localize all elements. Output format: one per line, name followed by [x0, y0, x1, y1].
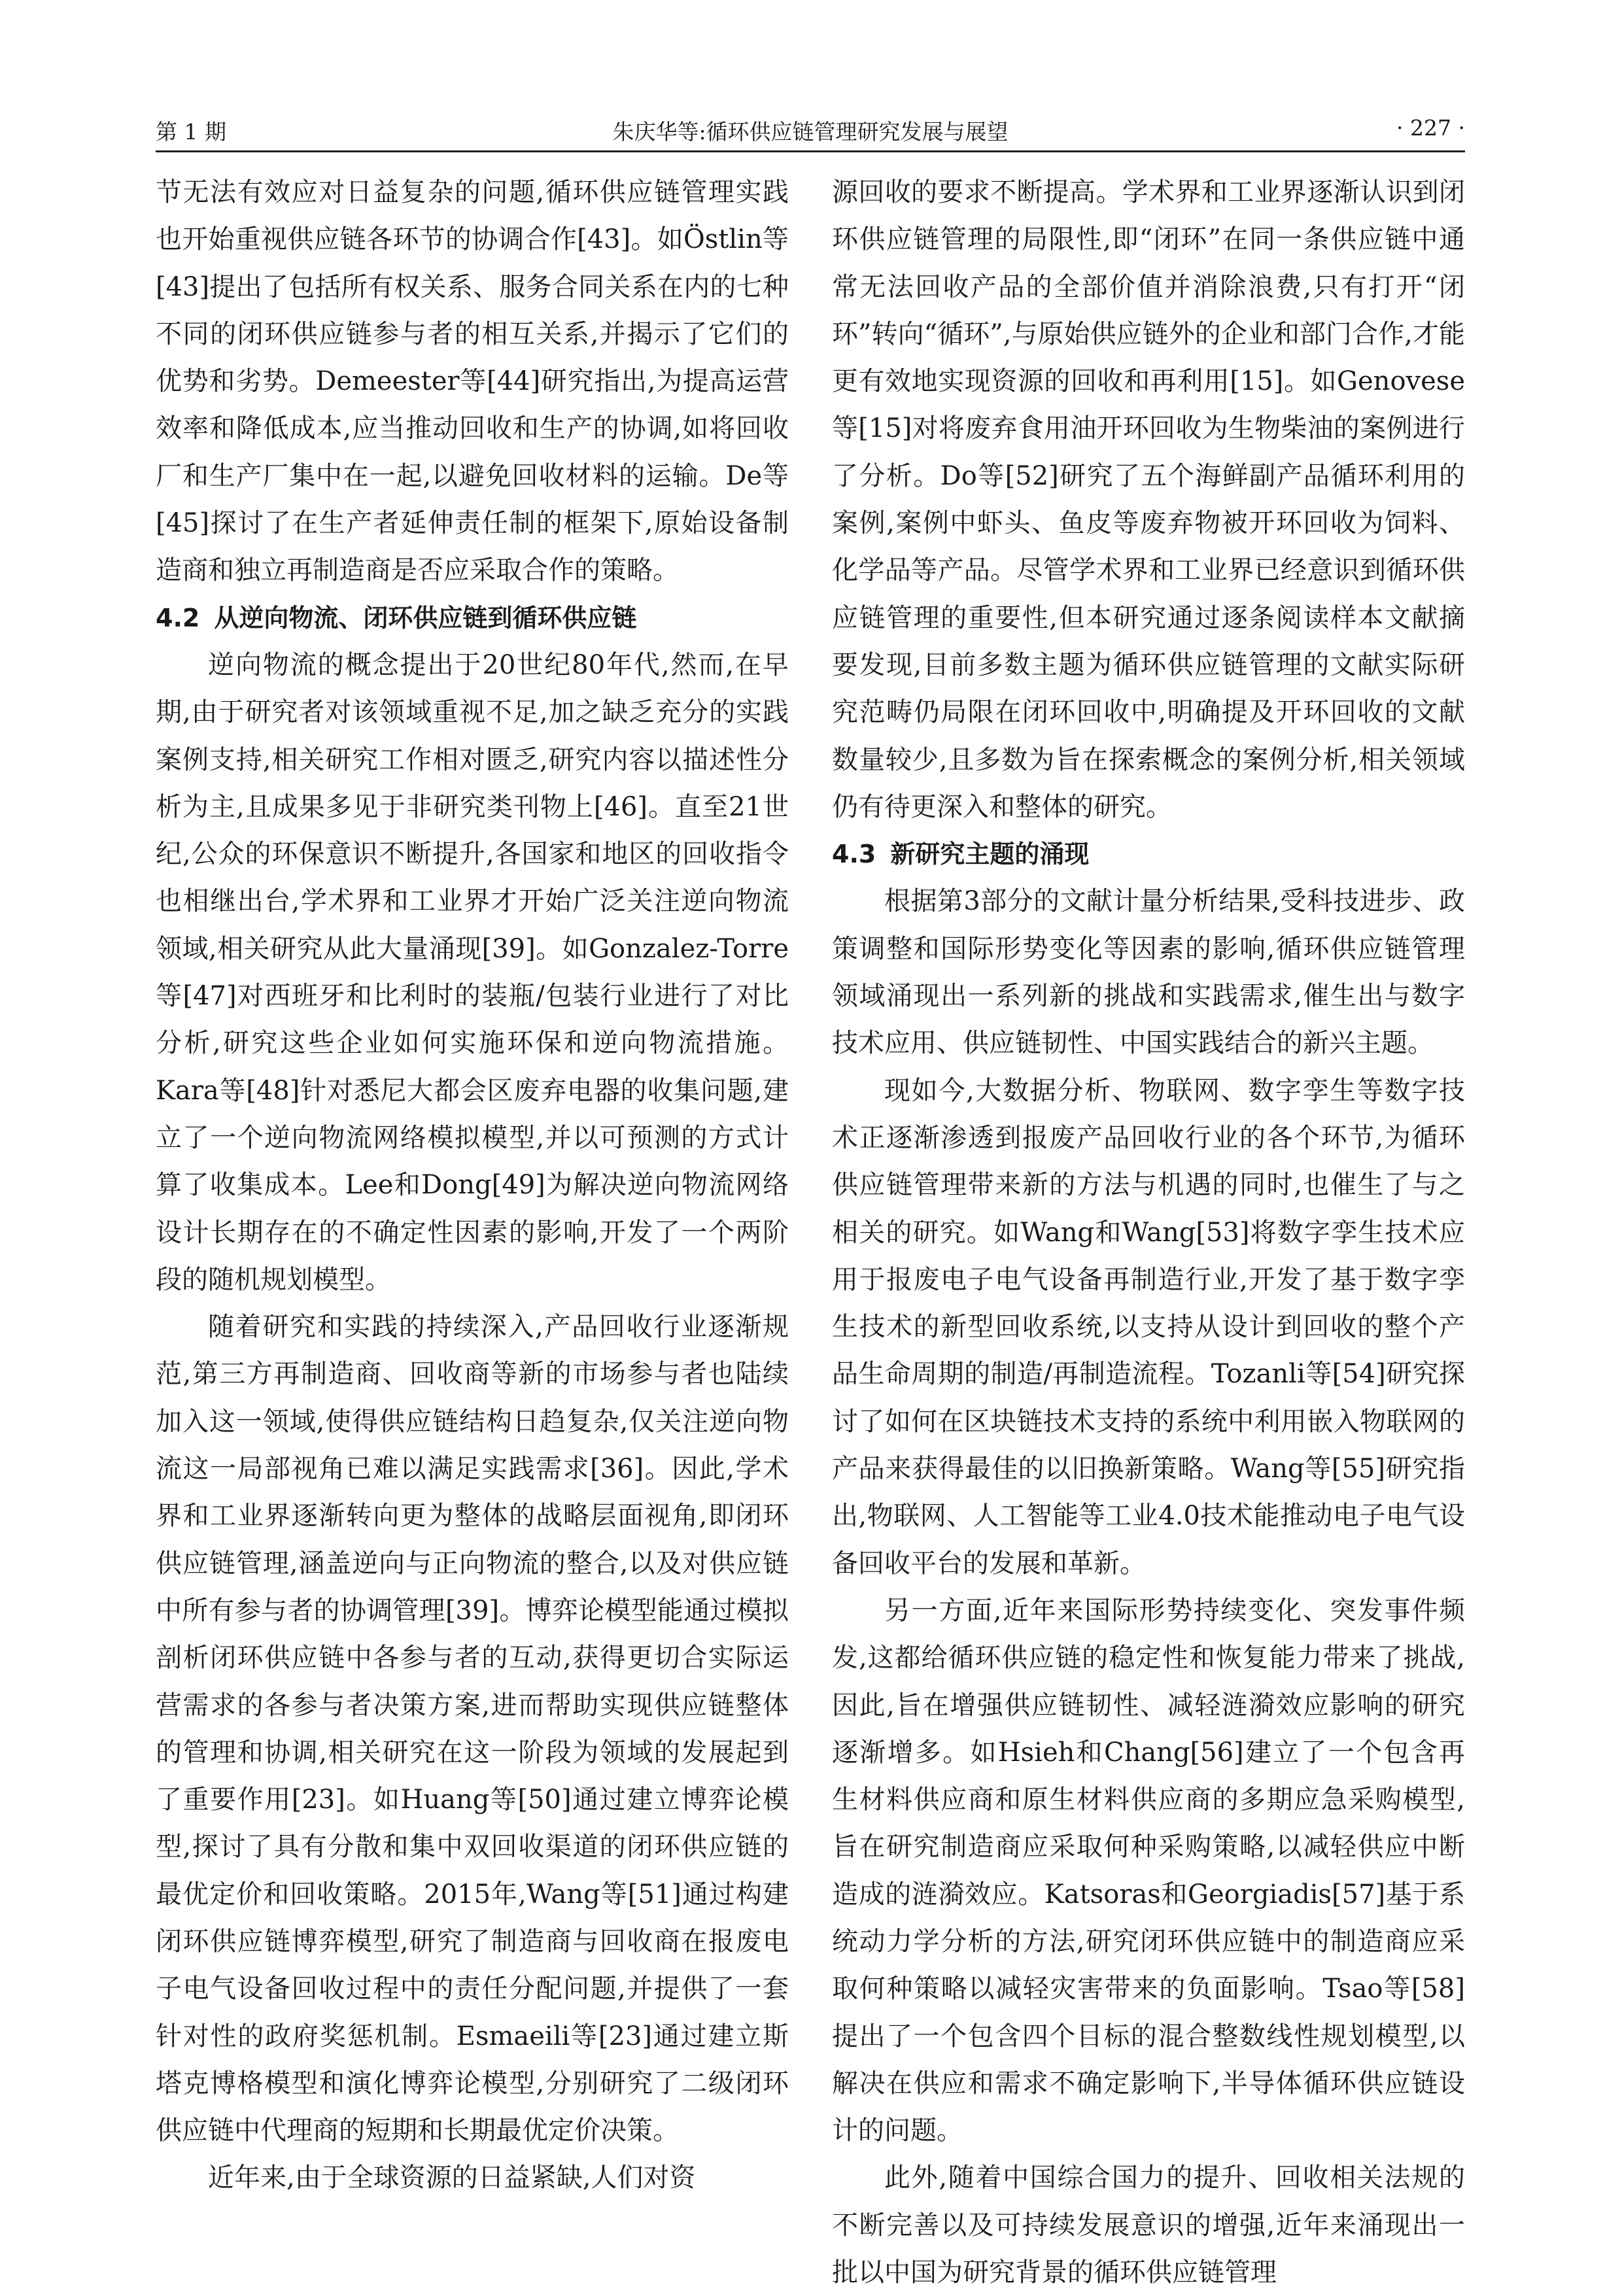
section-number: 4.3	[832, 840, 876, 869]
issue-number: 第 1 期	[156, 119, 226, 145]
paragraph: 节无法有效应对日益复杂的问题,循环供应链管理实践也开始重视供应链各环节的协调合作[43]。如Östlin等[43]提出了包括所有权关系、服务合同关系在内的七种不同的闭环供应链参与者的相互关系,并揭示了它们的优势和劣势。Demeester等[44]研究指出,为提高运营效率和降低成本,应当推动回收和生产的协调,如将回收厂和生产厂集中在一起,以避免回收材料的运输。De等[45]探讨了在生产者延伸责任制的框架下,原始设备制造商和独立再制造商是否应采取合作的策略。	[156, 177, 789, 586]
paragraph: 逆向物流的概念提出于20世纪80年代,然而,在早期,由于研究者对该领域重视不足,加之缺乏充分的实践案例支持,相关研究工作相对匮乏,研究内容以描述性分析为主,且成果多见于非研究类刊物上[46]。直至21世纪,公众的环保意识不断提升,各国家和地区的回收指令也相继出台,学术界和工业界才开始广泛关注逆向物流领域,相关研究从此大量涌现[39]。如Gonzalez-Torre等[47]对西班牙和比利时的装瓶/包装行业进行了对比分析,研究这些企业如何实施环保和逆向物流措施。Kara等[48]针对悉尼大都会区废弃电器的收集问题,建立了一个逆向物流网络模拟模型,并以可预测的方式计算了收集成本。Lee和Dong[49]为解决逆向物流网络设计长期存在的不确定性因素的影响,开发了一个两阶段的随机规划模型。	[156, 649, 789, 1295]
running-title: 朱庆华等:循环供应链管理研究发展与展望	[612, 119, 1009, 145]
running-header	[156, 110, 1465, 152]
section-title: 从逆向物流、闭环供应链到循环供应链	[214, 603, 637, 632]
paragraph: 此外,随着中国综合国力的提升、回收相关法规的不断完善以及可持续发展意识的增强,近年来涌现出一批以中国为研究背景的循环供应链管理	[832, 2163, 1465, 2288]
paragraph: 源回收的要求不断提高。学术界和工业界逐渐认识到闭环供应链管理的局限性,即“闭环”在同一条供应链中通常无法回收产品的全部价值并消除浪费,只有打开“闭环”转向“循环”,与原始供应链外的企业和部门合作,才能更有效地实现资源的回收和再利用[15]。如Genovese等[15]对将废弃食用油开环回收为生物柴油的案例进行了分析。Do等[52]研究了五个海鲜副产品循环利用的案例,案例中虾头、鱼皮等废弃物被开环回收为饲料、化学品等产品。尽管学术界和工业界已经意识到循环供应链管理的重要性,但本研究通过逐条阅读样本文献摘要发现,目前多数主题为循环供应链管理的文献实际研究范畴仍局限在闭环回收中,明确提及开环回收的文献数量较少,且多数为旨在探索概念的案例分析,相关领域仍有待更深入和整体的研究。	[832, 177, 1465, 822]
paragraph: 随着研究和实践的持续深入,产品回收行业逐渐规范,第三方再制造商、回收商等新的市场参与者也陆续加入这一领域,使得供应链结构日趋复杂,仅关注逆向物流这一局部视角已难以满足实践需求[36]。因此,学术界和工业界逐渐转向更为整体的战略层面视角,即闭环供应链管理,涵盖逆向与正向物流的整合,以及对供应链中所有参与者的协调管理[39]。博弈论模型能通过模拟剖析闭环供应链中各参与者的互动,获得更切合实际运营需求的各参与者决策方案,进而帮助实现供应链整体的管理和协调,相关研究在这一阶段为领域的发展起到了重要作用[23]。如Huang等[50]通过建立博弈论模型,探讨了具有分散和集中双回收渠道的闭环供应链的最优定价和回收策略。2015年,Wang等[51]通过构建闭环供应链博弈模型,研究了制造商与回收商在报废电子电气设备回收过程中的责任分配问题,并提供了一套针对性的政府奖惩机制。Esmaeili等[23]通过建立斯塔克博格模型和演化博弈论模型,分别研究了二级闭环供应链中代理商的短期和长期最优定价决策。	[156, 1312, 789, 2146]
page-number: · 227 ·	[1396, 115, 1465, 141]
paragraph: 现如今,大数据分析、物联网、数字孪生等数字技术正逐渐渗透到报废产品回收行业的各个环节,为循环供应链管理带来新的方法与机遇的同时,也催生了与之相关的研究。如Wang和Wang[53]将数字孪生技术应用于报废电子电气设备再制造行业,开发了基于数字孪生技术的新型回收系统,以支持从设计到回收的整个产品生命周期的制造/再制造流程。Tozanli等[54]研究探讨了如何在区块链技术支持的系统中利用嵌入物联网的产品来获得最佳的以旧换新策略。Wang等[55]研究指出,物联网、人工智能等工业4.0技术能推动电子电气设备回收平台的发展和革新。	[832, 1075, 1465, 1579]
section-number: 4.2	[156, 603, 200, 632]
paragraph: 根据第3部分的文献计量分析结果,受科技进步、政策调整和国际形势变化等因素的影响,循环供应链管理领域涌现出一系列新的挑战和实践需求,催生出与数字技术应用、供应链韧性、中国实践结合的新兴主题。	[832, 886, 1465, 1059]
section-title: 新研究主题的涌现	[890, 840, 1090, 869]
section-heading-4-3	[832, 831, 1465, 878]
right-column	[832, 169, 1465, 2296]
section-heading-4-2	[156, 594, 789, 642]
paragraph: 近年来,由于全球资源的日益紧缺,人们对资	[208, 2163, 696, 2193]
left-column	[156, 169, 789, 2202]
paragraph: 另一方面,近年来国际形势持续变化、突发事件频发,这都给循环供应链的稳定性和恢复能力带来了挑战,因此,旨在增强供应链韧性、减轻涟漪效应影响的研究逐渐增多。如Hsieh和Chang[56]建立了一个包含再生材料供应商和原生材料供应商的多期应急采购模型,旨在研究制造商应采取何种采购策略,以减轻供应中断造成的涟漪效应。Katsoras和Georgiadis[57]基于系统动力学分析的方法,研究闭环供应链中的制造商应采取何种策略以减轻灾害带来的负面影响。Tsao等[58]提出了一个包含四个目标的混合整数线性规划模型,以解决在供应和需求不确定影响下,半导体循环供应链设计的问题。	[832, 1595, 1465, 2146]
